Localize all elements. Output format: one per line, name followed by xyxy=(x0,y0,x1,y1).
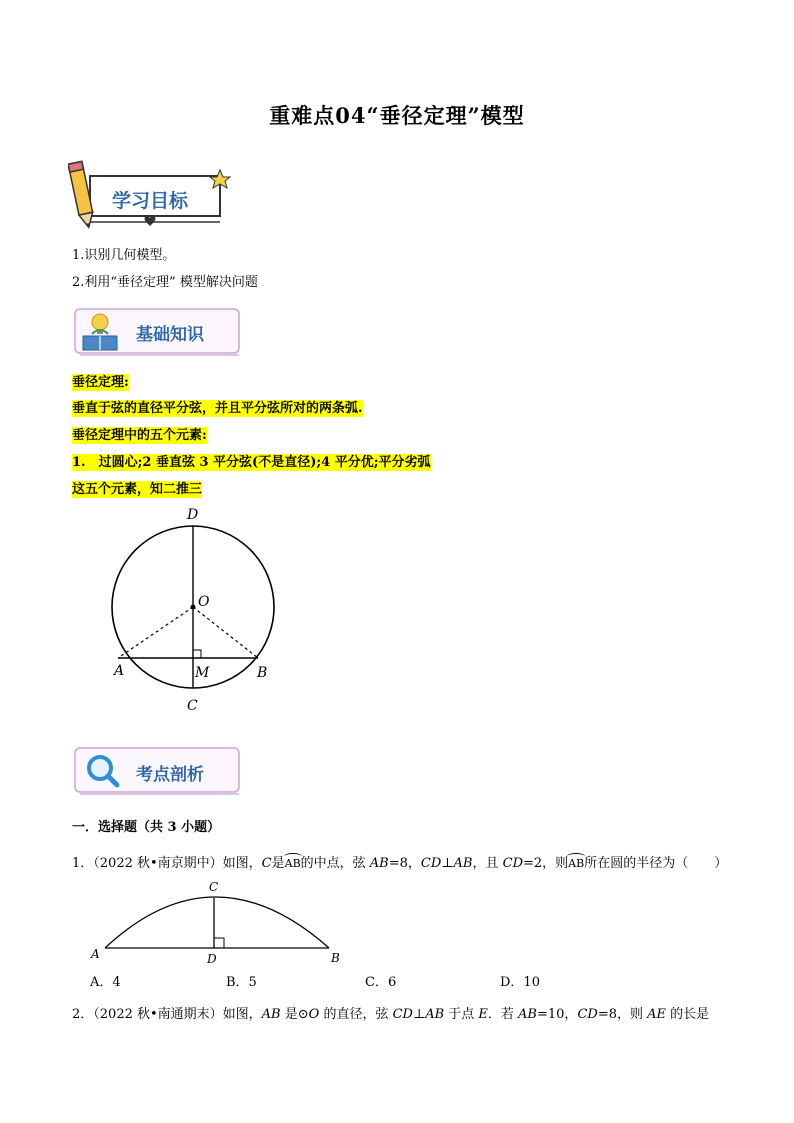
label-B: B xyxy=(331,951,340,965)
option-c[interactable]: C．6 xyxy=(365,975,397,990)
elements-list: 1. 过圆心;2 垂直弦 3 平分弦(不是直径);4 平分优;平分劣弧 xyxy=(72,455,431,470)
label-D: D xyxy=(187,507,199,523)
label-A: A xyxy=(91,947,100,961)
basics-line xyxy=(72,478,202,497)
theorem-title: 垂径定理: xyxy=(72,375,129,390)
option-a[interactable]: A．4 xyxy=(90,975,121,990)
goals-banner xyxy=(68,156,238,232)
goal-line: 1.识别几何模型。 xyxy=(72,248,176,263)
goal-line: 2.利用“垂径定理” 模型解决问题 xyxy=(72,275,258,290)
label-A: A xyxy=(114,663,125,679)
question-1: 1．（2022 秋•南京期中）如图，C是AB的中点，弦 AB=8，CD⊥AB，且 CD=2，则AB所在圆的半径为（ ） xyxy=(72,856,728,871)
label-C: C xyxy=(187,698,198,714)
elements-title: 垂径定理中的五个元素: xyxy=(72,428,207,443)
book-bulb-icon xyxy=(80,310,120,354)
option-b[interactable]: B．5 xyxy=(226,975,257,990)
label-D: D xyxy=(207,952,217,966)
basics-banner-title: 基础知识 xyxy=(136,325,204,345)
points-banner xyxy=(74,744,244,798)
label-C: C xyxy=(209,880,219,894)
basics-line xyxy=(72,397,363,416)
elements-rule: 这五个元素，知二推三 xyxy=(72,482,203,497)
theorem-statement: 垂直于弦的直径平分弦，并且平分弦所对的两条弧. xyxy=(72,401,363,416)
basics-line xyxy=(72,424,207,443)
label-M: M xyxy=(195,665,210,681)
option-d[interactable]: D．10 xyxy=(500,975,540,990)
goals-banner-title: 学习目标 xyxy=(112,190,189,212)
question-2: 2．（2022 秋•南通期末）如图，AB 是⊙O 的直径，弦 CD⊥AB 于点 E．若 AB=10，CD=8，则 AE 的长是 xyxy=(72,1007,710,1022)
label-O: O xyxy=(198,594,210,610)
arc-ab: AB xyxy=(568,857,585,870)
basics-line xyxy=(72,371,129,390)
circle-figure xyxy=(100,500,300,720)
page-title: 重难点04“垂径定理”模型 xyxy=(269,103,525,128)
label-B: B xyxy=(257,665,268,681)
arc-ab: AB xyxy=(284,857,301,870)
arc-figure xyxy=(85,876,355,966)
basics-banner xyxy=(74,306,244,358)
part-heading: 一．选择题（共 3 小题） xyxy=(72,820,221,835)
magnifier-icon xyxy=(84,752,124,792)
points-banner-title: 考点剖析 xyxy=(136,765,204,785)
basics-line xyxy=(72,451,431,470)
